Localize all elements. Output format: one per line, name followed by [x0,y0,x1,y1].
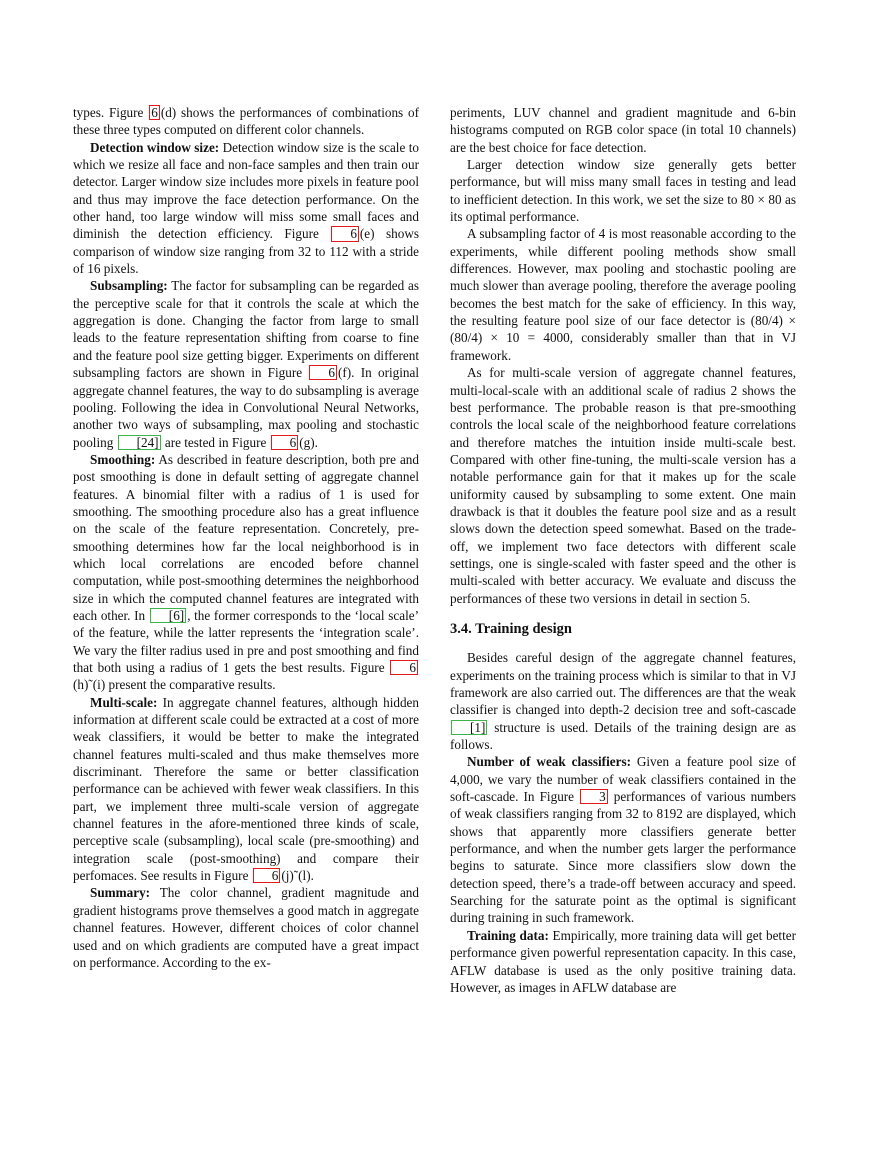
right-column [450,104,796,996]
figure-ref-link[interactable]: 6 [309,365,337,380]
text: (g). [299,434,318,450]
figure-ref-link[interactable]: 6 [331,226,359,241]
paragraph-weak-classifiers [450,753,796,926]
text: The color channel, gradient magnitude and gradient histograms prove themselves a good match in aggregate channel features. However, different choices of color channel used and on which gradients are computed have a great impact on performance. According to the ex- [73,885,419,970]
paragraph-lead: Number of weak classifiers: [467,754,631,770]
text: , the former corresponds to the ‘local scale’ of the feature, while the latter represents the ‘integration scale’. We vary the filter radius used in pre and post smoothing and find that both using a radius of 1 gets the best results. Figure [73,607,419,675]
citation-link[interactable]: [1] [451,720,487,735]
citation-link[interactable]: [6] [150,608,186,623]
text: Given a feature pool size of 4,000, we vary the number of weak classifiers contained in the soft-cascade. In Figure [450,754,796,805]
text: The factor for subsampling can be regarded as the perceptive scale for that it controls the scale at which the aggregation is done. Changing the factor from large to small leads to the feature representation shifting from coarse to fine and the feature pool size getting bigger. Experiments on different subsampling factors are shown in Figure [73,278,419,381]
text: (e) shows comparison of window size ranging from 32 to 112 with a stride of 16 pixels. [73,226,419,277]
paragraph-lead: Smoothing: [90,451,156,467]
paragraph-lead: Detection window size: [90,139,220,155]
text: (d) shows the performances of combinations of these three types computed on different color channels. [73,105,419,138]
figure-ref-link[interactable]: 6 [390,660,418,675]
paragraph-window-size-summary: Larger detection window size generally gets better performance, but will miss many small faces in testing and lead to inefficient detection. In this work, we set the size to 80 × 80 as its optimal performance. [450,157,796,225]
paragraph-lead: Summary: [90,885,151,901]
text: (j)˜(l). [281,868,314,884]
figure-ref-link[interactable]: 6 [271,435,299,450]
citation-link[interactable]: [24] [118,435,161,450]
text: Detection window size is the scale to which we resize all face and non-face samples and then train our detector. Larger window size includes more pixels in feature pool and thus may improve the face detection performance. On the other hand, too large window will miss some small faces and diminish the detection efficiency. Figure [73,139,420,242]
paragraph-multi-scale-summary: As for multi-scale version of aggregate channel features, multi-local-scale with an additional scale of radius 2 shows the best performance. The probable reason is that pre-smoothing controls the local scale of the neighborhood feature correlations and therefore matches the intuition inside multi-scale best. Compared with other fine-tuning, the multi-scale version has a notable performance gain for that it makes up for the scale uniformity caused by subsampling to some extent. One main drawback is that it doubles the feature pool size and as a result slows down the detection speed somewhat. Based on the trade-off, we implement two face detectors with different scale settings, one is single-scaled with faster speed and the other is multi-scaled with better accuracy. We evaluate and discuss the performances of these two versions in detail in section 5. [450,365,796,606]
text: Besides careful design of the aggregate channel features, experiments on the training process which is similar to that in VJ framework are also carried out. The differences are that the weak classifier is changed into depth-2 decision tree and soft-cascade [450,650,796,718]
paragraph-intro [73,104,419,139]
section-heading: 3.4. Training design [450,620,572,637]
paragraph-continued: periments, LUV channel and gradient magnitude and 6-bin histograms computed on RGB color space (in total 10 channels) are the best choice for face detection. [450,105,796,155]
text: performances of various numbers of weak classifiers ranging from 32 to 8192 are displayed, which shows that apparently more classifiers generate better performance, and when the number gets larger the performance begins to saturate. Since more classifiers slow down the detection speed, there’s a trade-off between accuracy and speed. Searching for the saturate point as the optimal is significant during training in such framework. [450,789,796,926]
text: Empirically, more training data will get better performance given powerful representation capacity. In this case, AFLW database is used as the only positive training data. However, as images in AFLW database are [450,927,796,995]
paragraph-smoothing [73,451,419,694]
paragraph-detection-window-size [73,139,419,278]
left-column [73,104,419,971]
paragraph-lead: Multi-scale: [90,694,158,710]
text: are tested in Figure [161,434,270,450]
paragraph-subsampling-summary: A subsampling factor of 4 is most reasonable according to the experiments, while different pooling methods show small differences. However, max pooling and stochastic pooling are much slower than average pooling, therefore the average pooling becomes the best match for the sake of efficiency. In this way, the resulting feature pool size of our face detector is (80/4) × (80/4) × 10 = 4000, considerably smaller than that in VJ framework. [450,226,796,363]
section-training-design [450,621,796,996]
text: As described in feature description, both pre and post smoothing is done in default setting of aggregate channel features. A binomial filter with a radius of 1 is used for smoothing. The smoothing procedure also has a great influence on the scale of the feature representation. Concretely, pre-smoothing determines how far the local neighborhood is in which local correlations are encoded before channel computation, while post-smoothing determines the neighborhood size in which the computed channel features are integrated with each other. In [73,451,419,623]
text: types. Figure [73,105,149,120]
paragraph-training-data [450,927,796,996]
text: In aggregate channel features, although hidden information at different scale could be extracted at a cost of more weak classifiers, it would be better to make the integrated channel features multi-scaled and thus make themselves more discriminant. Therefore the same or better classification performance can be achieved with fewer weak classifiers. In this part, we implement three multi-scale version of aggregate channel features in the afore-mentioned three kinds of scale, perceptive scale (subsampling), local scale (pre-smoothing) and integration scale (post-smoothing) and compare their perfomaces. See results in Figure [73,694,419,884]
figure-ref-link[interactable]: 3 [580,789,608,804]
paragraph-training-intro [450,649,796,753]
figure-ref-link[interactable]: 6 [151,105,158,120]
text: (h)˜(i) present the comparative results. [73,677,276,693]
text: structure is used. Details of the training design are as follows. [450,719,796,753]
paragraph-lead: Subsampling: [90,278,168,294]
figure-ref-link[interactable]: 6 [253,868,281,883]
paragraph-subsampling [73,277,419,450]
text: (f). In original aggregate channel features, the way to do subsampling is average pooling. Following the idea in Convolutional Neural Networks, another two ways of subsampling, max pooling and stochastic pooling [73,365,419,450]
paragraph-summary [73,884,419,971]
paragraph-multi-scale [73,694,419,885]
paragraph-lead: Training data: [467,927,549,943]
